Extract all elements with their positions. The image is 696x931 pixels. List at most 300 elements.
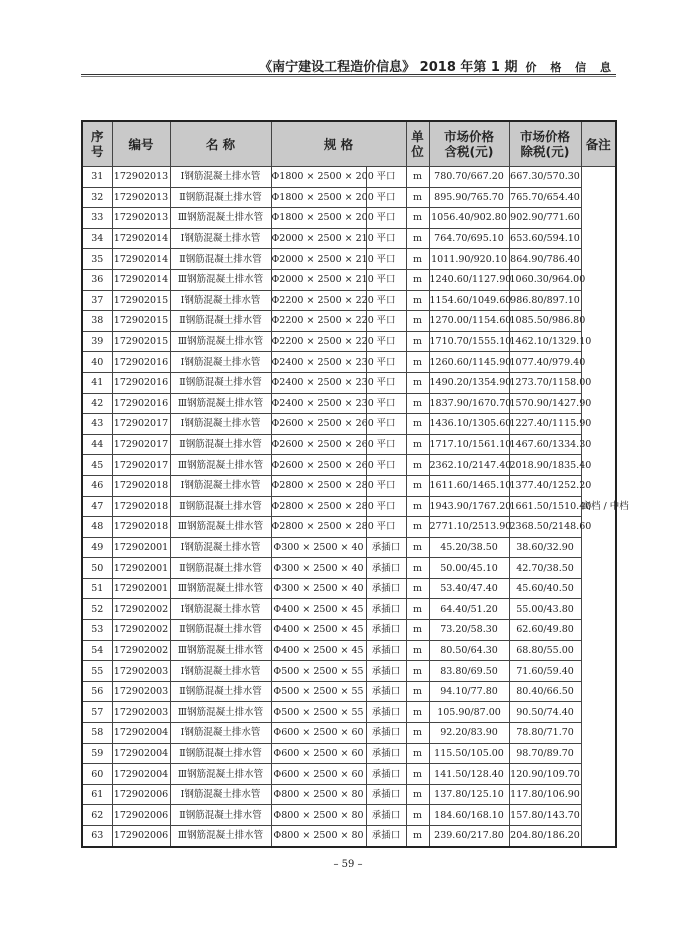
cell-seq: 48 [82,517,112,538]
cell-seq: 56 [82,681,112,702]
cell-price-tax: 780.70/667.20 [429,167,509,188]
cell-seq: 33 [82,208,112,229]
cell-seq: 43 [82,414,112,435]
cell-price-notax: 902.90/771.60 [509,208,581,229]
cell-unit: m [406,743,429,764]
cell-price-tax: 1710.70/1555.10 [429,331,509,352]
publication-title: 《南宁建设工程造价信息》 2018 年第 1 期 [259,60,518,75]
cell-price-tax: 1240.60/1127.90 [429,269,509,290]
cell-joint: 承插口 [366,599,406,620]
cell-spec: Φ2800 × 2500 × 280 [271,475,366,496]
cell-joint: 平口 [366,352,406,373]
cell-name: Ⅰ钢筋混凝土排水管 [170,167,271,188]
cell-spec: Φ2200 × 2500 × 220 [271,290,366,311]
cell-code: 172902018 [112,475,170,496]
cell-seq: 35 [82,249,112,270]
cell-price-notax: 204.80/186.20 [509,826,581,847]
cell-price-notax: 55.00/43.80 [509,599,581,620]
cell-name: Ⅰ钢筋混凝土排水管 [170,228,271,249]
cell-name: Ⅰ钢筋混凝土排水管 [170,290,271,311]
cell-joint: 承插口 [366,537,406,558]
cell-unit: m [406,475,429,496]
cell-price-notax: 157.80/143.70 [509,805,581,826]
table-row [82,434,616,455]
cell-unit: m [406,764,429,785]
cell-spec: Φ300 × 2500 × 40 [271,578,366,599]
cell-spec: Φ2400 × 2500 × 230 [271,352,366,373]
cell-name: Ⅲ钢筋混凝土排水管 [170,517,271,538]
cell-name: Ⅲ钢筋混凝土排水管 [170,208,271,229]
table-row [82,290,616,311]
cell-joint: 平口 [366,475,406,496]
cell-code: 172902004 [112,743,170,764]
cell-price-notax: 42.70/38.50 [509,558,581,579]
cell-code: 172902004 [112,764,170,785]
cell-joint: 承插口 [366,578,406,599]
cell-joint: 平口 [366,496,406,517]
cell-code: 172902003 [112,681,170,702]
cell-spec: Φ2600 × 2500 × 260 [271,455,366,476]
cell-price-tax: 239.60/217.80 [429,826,509,847]
cell-price-notax: 1227.40/1115.90 [509,414,581,435]
cell-name: Ⅱ钢筋混凝土排水管 [170,620,271,641]
cell-unit: m [406,187,429,208]
table-row [82,208,616,229]
table-row [82,764,616,785]
cell-joint: 承插口 [366,681,406,702]
cell-price-notax: 1377.40/1252.20 [509,475,581,496]
cell-code: 172902001 [112,558,170,579]
cell-unit: m [406,455,429,476]
cell-price-notax: 1077.40/979.40 [509,352,581,373]
cell-joint: 平口 [366,269,406,290]
cell-unit: m [406,249,429,270]
table-row [82,805,616,826]
cell-joint: 平口 [366,517,406,538]
cell-spec: Φ600 × 2500 × 60 [271,764,366,785]
cell-price-notax: 1060.30/964.00 [509,269,581,290]
section-label: 价 格 信 息 [525,61,616,74]
cell-unit: m [406,640,429,661]
cell-joint: 平口 [366,167,406,188]
cell-price-notax: 2018.90/1835.40 [509,455,581,476]
cell-price-tax: 1717.10/1561.10 [429,434,509,455]
cell-price-tax: 53.40/47.40 [429,578,509,599]
col-header-seq: 序 号 [82,121,112,167]
cell-spec: Φ2800 × 2500 × 280 [271,496,366,517]
cell-name: Ⅰ钢筋混凝土排水管 [170,414,271,435]
col-header-code: 编号 [112,121,170,167]
cell-price-tax: 1611.60/1465.10 [429,475,509,496]
cell-spec: Φ2200 × 2500 × 220 [271,311,366,332]
cell-price-tax: 1011.90/920.10 [429,249,509,270]
cell-seq: 49 [82,537,112,558]
header-rule-thin [81,76,616,77]
cell-unit: m [406,290,429,311]
cell-joint: 承插口 [366,743,406,764]
cell-spec: Φ2600 × 2500 × 260 [271,434,366,455]
cell-price-notax: 62.60/49.80 [509,620,581,641]
cell-code: 172902014 [112,269,170,290]
cell-spec: Φ2600 × 2500 × 260 [271,414,366,435]
cell-seq: 37 [82,290,112,311]
cell-unit: m [406,620,429,641]
cell-price-notax: 1462.10/1329.10 [509,331,581,352]
col-header-remark: 备注 [581,121,616,167]
cell-price-tax: 1154.60/1049.60 [429,290,509,311]
cell-code: 172902013 [112,167,170,188]
cell-code: 172902006 [112,826,170,847]
cell-spec: Φ300 × 2500 × 40 [271,537,366,558]
cell-unit: m [406,784,429,805]
cell-joint: 平口 [366,372,406,393]
cell-code: 172902006 [112,805,170,826]
cell-name: Ⅲ钢筋混凝土排水管 [170,640,271,661]
cell-unit: m [406,228,429,249]
cell-spec: Φ1800 × 2500 × 200 [271,187,366,208]
cell-joint: 平口 [366,228,406,249]
cell-code: 172902004 [112,723,170,744]
cell-spec: Φ800 × 2500 × 80 [271,805,366,826]
cell-spec: Φ400 × 2500 × 45 [271,620,366,641]
cell-name: Ⅱ钢筋混凝土排水管 [170,805,271,826]
header-rule [81,74,616,75]
cell-spec: Φ2200 × 2500 × 220 [271,331,366,352]
cell-price-tax: 137.80/125.10 [429,784,509,805]
cell-unit: m [406,393,429,414]
cell-seq: 40 [82,352,112,373]
cell-spec: Φ400 × 2500 × 45 [271,599,366,620]
table-row [82,640,616,661]
cell-unit: m [406,599,429,620]
cell-name: Ⅱ钢筋混凝土排水管 [170,681,271,702]
cell-spec: Φ800 × 2500 × 80 [271,826,366,847]
cell-seq: 54 [82,640,112,661]
cell-joint: 平口 [366,187,406,208]
cell-seq: 51 [82,578,112,599]
table-row [82,393,616,414]
cell-joint: 承插口 [366,805,406,826]
cell-code: 172902001 [112,578,170,599]
cell-unit: m [406,208,429,229]
cell-code: 172902001 [112,537,170,558]
cell-unit: m [406,269,429,290]
cell-seq: 53 [82,620,112,641]
cell-seq: 39 [82,331,112,352]
cell-code: 172902003 [112,702,170,723]
table-row [82,311,616,332]
cell-name: Ⅰ钢筋混凝土排水管 [170,784,271,805]
cell-joint: 平口 [366,434,406,455]
cell-seq: 45 [82,455,112,476]
cell-spec: Φ600 × 2500 × 60 [271,723,366,744]
table-row [82,331,616,352]
cell-code: 172902002 [112,640,170,661]
table-row [82,702,616,723]
cell-name: Ⅲ钢筋混凝土排水管 [170,702,271,723]
cell-price-notax: 68.80/55.00 [509,640,581,661]
cell-price-tax: 2771.10/2513.90 [429,517,509,538]
cell-seq: 36 [82,269,112,290]
cell-seq: 34 [82,228,112,249]
cell-joint: 平口 [366,393,406,414]
cell-price-notax: 98.70/89.70 [509,743,581,764]
table-row [82,743,616,764]
cell-price-notax: 78.80/71.70 [509,723,581,744]
cell-joint: 承插口 [366,723,406,744]
cell-joint: 平口 [366,455,406,476]
cell-joint: 平口 [366,249,406,270]
cell-spec: Φ2400 × 2500 × 230 [271,393,366,414]
cell-seq: 32 [82,187,112,208]
cell-code: 172902015 [112,290,170,311]
cell-joint: 平口 [366,331,406,352]
cell-price-tax: 45.20/38.50 [429,537,509,558]
cell-unit: m [406,496,429,517]
cell-unit: m [406,414,429,435]
cell-spec: Φ1800 × 2500 × 200 [271,167,366,188]
cell-seq: 52 [82,599,112,620]
cell-seq: 46 [82,475,112,496]
cell-price-tax: 1260.60/1145.90 [429,352,509,373]
cell-name: Ⅱ钢筋混凝土排水管 [170,558,271,579]
cell-price-tax: 80.50/64.30 [429,640,509,661]
table-row [82,620,616,641]
col-header-name: 名 称 [170,121,271,167]
cell-price-tax: 1436.10/1305.60 [429,414,509,435]
cell-unit: m [406,352,429,373]
cell-seq: 57 [82,702,112,723]
cell-name: Ⅱ钢筋混凝土排水管 [170,743,271,764]
cell-seq: 60 [82,764,112,785]
table-row [82,372,616,393]
table-row [82,826,616,847]
cell-code: 172902002 [112,620,170,641]
cell-unit: m [406,517,429,538]
cell-price-notax: 1085.50/986.80 [509,311,581,332]
cell-unit: m [406,331,429,352]
cell-unit: m [406,702,429,723]
cell-unit: m [406,578,429,599]
cell-joint: 平口 [366,311,406,332]
table-row [82,784,616,805]
cell-name: Ⅰ钢筋混凝土排水管 [170,352,271,373]
cell-joint: 承插口 [366,640,406,661]
col-header-spec: 规 格 [271,121,406,167]
cell-spec: Φ400 × 2500 × 45 [271,640,366,661]
price-table [81,120,629,848]
cell-seq: 62 [82,805,112,826]
cell-name: Ⅲ钢筋混凝土排水管 [170,455,271,476]
running-header [0,56,616,75]
cell-code: 172902003 [112,661,170,682]
table-row [82,228,616,249]
cell-seq: 58 [82,723,112,744]
cell-price-tax: 83.80/69.50 [429,661,509,682]
cell-spec: Φ2000 × 2500 × 210 [271,269,366,290]
cell-name: Ⅲ钢筋混凝土排水管 [170,578,271,599]
cell-name: Ⅰ钢筋混凝土排水管 [170,599,271,620]
cell-seq: 61 [82,784,112,805]
cell-code: 172902014 [112,228,170,249]
cell-price-notax: 71.60/59.40 [509,661,581,682]
cell-price-notax: 864.90/786.40 [509,249,581,270]
table-row [82,681,616,702]
cell-spec: Φ500 × 2500 × 55 [271,661,366,682]
cell-joint: 承插口 [366,661,406,682]
cell-code: 172902013 [112,187,170,208]
cell-name: Ⅰ钢筋混凝土排水管 [170,723,271,744]
col-header-price-tax: 市场价格 含税(元) [429,121,509,167]
cell-joint: 承插口 [366,784,406,805]
table-row [82,352,616,373]
cell-name: Ⅲ钢筋混凝土排水管 [170,269,271,290]
cell-unit: m [406,537,429,558]
table-body [82,167,629,847]
table-row [82,723,616,744]
table-row [82,167,616,188]
cell-seq: 47 [82,496,112,517]
table-row [82,517,616,538]
cell-price-tax: 50.00/45.10 [429,558,509,579]
cell-price-tax: 764.70/695.10 [429,228,509,249]
cell-unit: m [406,681,429,702]
cell-spec: Φ300 × 2500 × 40 [271,558,366,579]
cell-spec: Φ2400 × 2500 × 230 [271,372,366,393]
cell-price-notax: 1273.70/1158.00 [509,372,581,393]
cell-joint: 平口 [366,414,406,435]
table-row [82,187,616,208]
table-row [82,475,616,496]
table-row [82,249,616,270]
cell-seq: 50 [82,558,112,579]
cell-price-notax: 45.60/40.50 [509,578,581,599]
cell-unit: m [406,167,429,188]
cell-name: Ⅲ钢筋混凝土排水管 [170,826,271,847]
cell-name: Ⅰ钢筋混凝土排水管 [170,661,271,682]
cell-joint: 承插口 [366,558,406,579]
cell-spec: Φ800 × 2500 × 80 [271,784,366,805]
cell-unit: m [406,723,429,744]
cell-spec: Φ2000 × 2500 × 210 [271,249,366,270]
cell-price-notax: 1570.90/1427.90 [509,393,581,414]
cell-unit: m [406,805,429,826]
cell-price-notax: 1661.50/1510.40 [509,496,581,517]
cell-price-tax: 1056.40/902.80 [429,208,509,229]
cell-seq: 31 [82,167,112,188]
cell-name: Ⅰ钢筋混凝土排水管 [170,475,271,496]
cell-price-notax: 765.70/654.40 [509,187,581,208]
cell-code: 172902017 [112,434,170,455]
cell-price-notax: 117.80/106.90 [509,784,581,805]
cell-name: Ⅱ钢筋混凝土排水管 [170,311,271,332]
cell-price-tax: 94.10/77.80 [429,681,509,702]
cell-price-tax: 73.20/58.30 [429,620,509,641]
table-row [82,455,616,476]
table-row [82,496,616,517]
cell-seq: 41 [82,372,112,393]
cell-price-tax: 105.90/87.00 [429,702,509,723]
cell-code: 172902016 [112,352,170,373]
cell-spec: Φ600 × 2500 × 60 [271,743,366,764]
col-header-price-notax: 市场价格 除税(元) [509,121,581,167]
cell-price-tax: 895.90/765.70 [429,187,509,208]
cell-seq: 55 [82,661,112,682]
cell-code: 172902016 [112,372,170,393]
cell-spec: Φ500 × 2500 × 55 [271,681,366,702]
cell-code: 172902018 [112,496,170,517]
cell-code: 172902014 [112,249,170,270]
cell-name: Ⅱ钢筋混凝土排水管 [170,249,271,270]
cell-seq: 59 [82,743,112,764]
cell-code: 172902015 [112,311,170,332]
cell-price-tax: 184.60/168.10 [429,805,509,826]
cell-spec: Φ2800 × 2500 × 280 [271,517,366,538]
cell-price-tax: 1837.90/1670.70 [429,393,509,414]
cell-name: Ⅲ钢筋混凝土排水管 [170,393,271,414]
table-header-row [82,121,616,167]
cell-joint: 承插口 [366,620,406,641]
cell-code: 172902006 [112,784,170,805]
cell-remark: 高档 / 中档 [581,167,616,847]
cell-spec: Φ1800 × 2500 × 200 [271,208,366,229]
cell-name: Ⅲ钢筋混凝土排水管 [170,331,271,352]
cell-unit: m [406,558,429,579]
cell-price-tax: 1270.00/1154.60 [429,311,509,332]
cell-joint: 承插口 [366,764,406,785]
cell-name: Ⅰ钢筋混凝土排水管 [170,537,271,558]
cell-unit: m [406,826,429,847]
cell-code: 172902017 [112,414,170,435]
cell-spec: Φ2000 × 2500 × 210 [271,228,366,249]
cell-seq: 42 [82,393,112,414]
cell-name: Ⅲ钢筋混凝土排水管 [170,764,271,785]
cell-price-notax: 120.90/109.70 [509,764,581,785]
cell-code: 172902013 [112,208,170,229]
cell-seq: 63 [82,826,112,847]
table-row [82,558,616,579]
cell-code: 172902017 [112,455,170,476]
cell-price-notax: 38.60/32.90 [509,537,581,558]
cell-code: 172902016 [112,393,170,414]
cell-code: 172902018 [112,517,170,538]
cell-price-notax: 2368.50/2148.60 [509,517,581,538]
cell-price-tax: 2362.10/2147.40 [429,455,509,476]
table-row [82,661,616,682]
table-row [82,537,616,558]
cell-unit: m [406,372,429,393]
cell-price-tax: 115.50/105.00 [429,743,509,764]
cell-price-notax: 1467.60/1334.30 [509,434,581,455]
cell-joint: 平口 [366,208,406,229]
cell-price-tax: 64.40/51.20 [429,599,509,620]
cell-name: Ⅱ钢筋混凝土排水管 [170,496,271,517]
col-header-unit: 单 位 [406,121,429,167]
table-row [82,578,616,599]
cell-unit: m [406,661,429,682]
cell-joint: 承插口 [366,702,406,723]
page-number: – 59 – [333,859,363,870]
cell-code: 172902015 [112,331,170,352]
table-row [82,599,616,620]
cell-price-tax: 1490.20/1354.90 [429,372,509,393]
table-row [82,269,616,290]
cell-price-notax: 653.60/594.10 [509,228,581,249]
cell-seq: 44 [82,434,112,455]
table-row [82,414,616,435]
cell-spec: Φ500 × 2500 × 55 [271,702,366,723]
cell-joint: 平口 [366,290,406,311]
